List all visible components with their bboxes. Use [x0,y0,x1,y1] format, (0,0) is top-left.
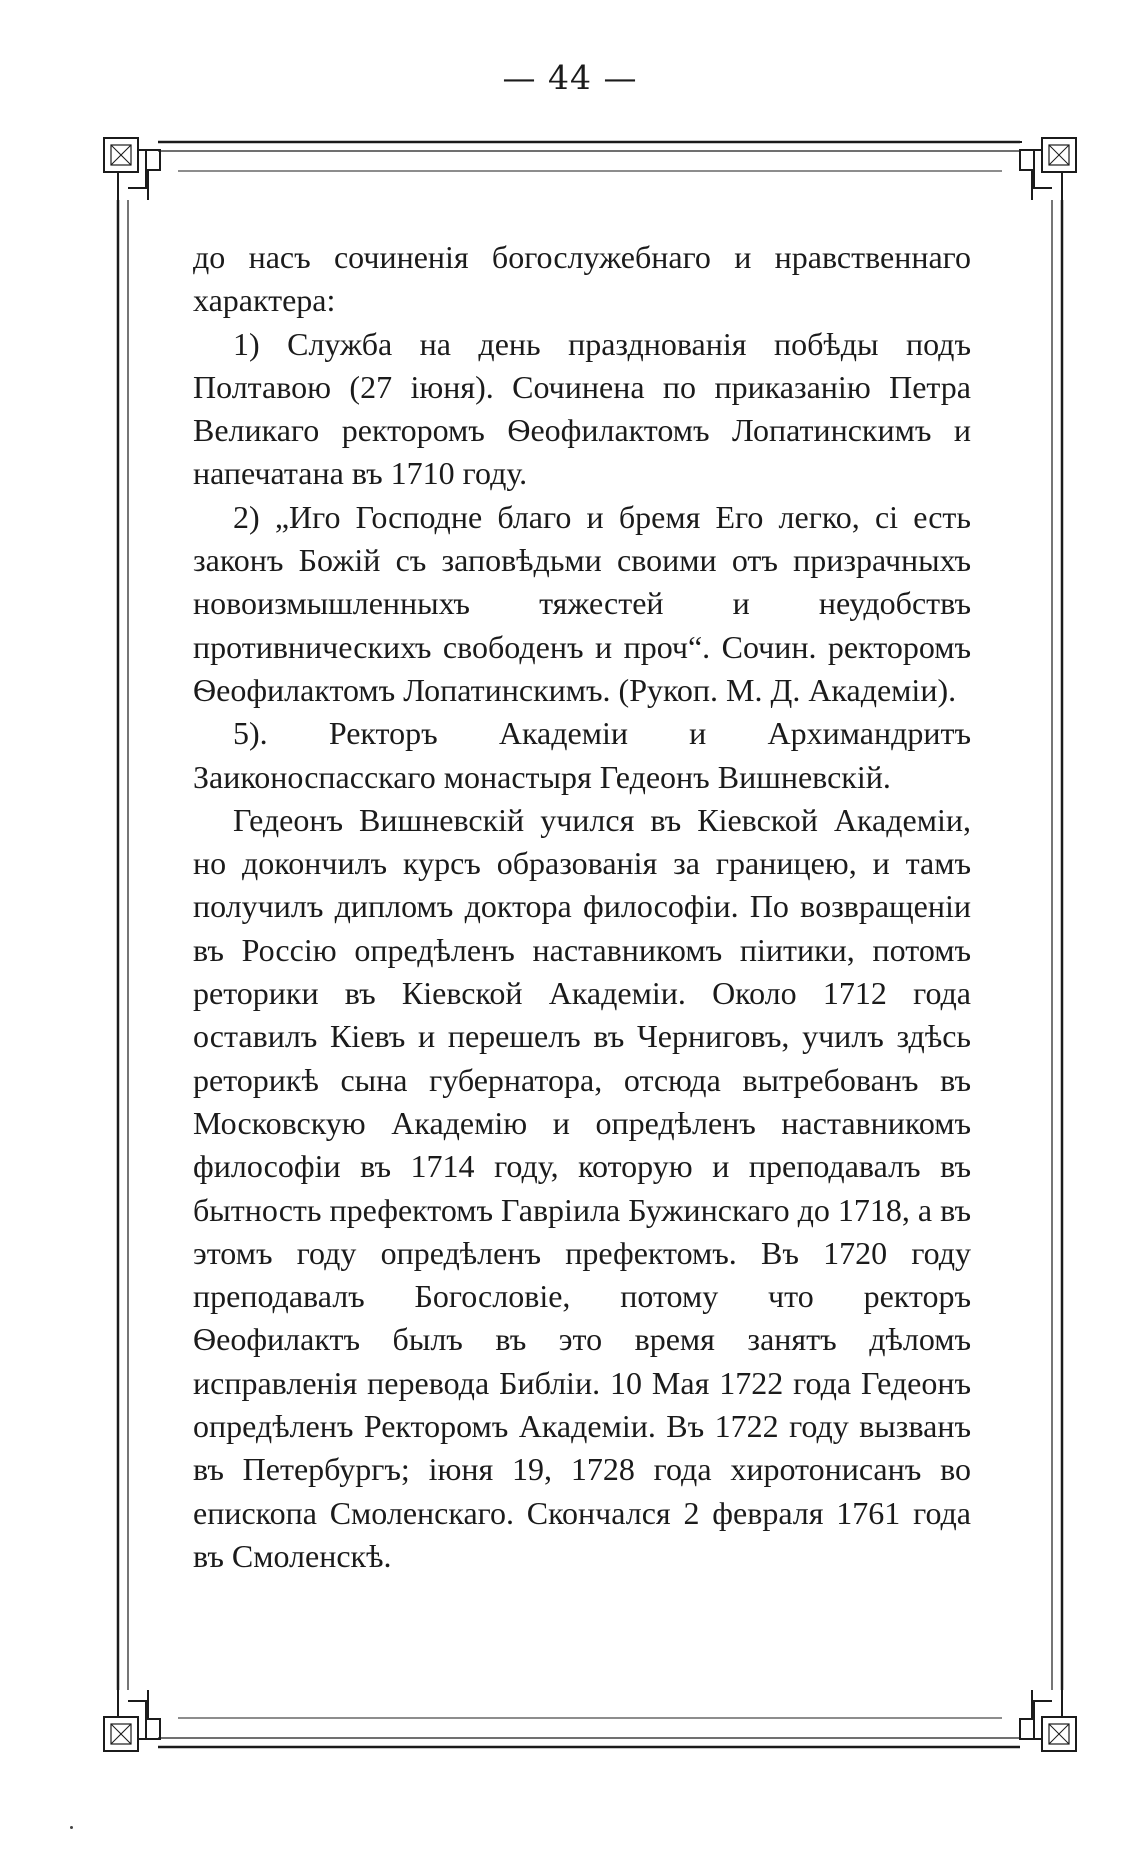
corner-ornament-top-left [104,138,170,200]
paragraph-continuation: до насъ сочиненія богослужебнаго и нравственнаго характера: [193,239,971,319]
paper-speck [70,1826,73,1829]
body-text [193,236,971,1578]
paragraph-item-2: 2) „Иго Господне благо и бремя Его легко, сі есть законъ Божій съ заповѣдьми своими отъ призрачныхъ новоизмышленныхъ тяжестей и неудобствъ противническихъ свободенъ и проч“. Сочин. ректоромъ Ѳеофилактомъ Лопатинскимъ. (Рукоп. М. Д. Академіи). [193,498,971,708]
corner-ornament-bottom-left [104,1690,160,1751]
page-number: — 44 — [502,58,638,97]
paragraph-biography: Гедеонъ Вишневскій учился въ Кіевской Академіи, но докончилъ курсъ образованія за границею, и тамъ получилъ дипломъ доктора философіи. По возвращеніи въ Россію опредѣленъ наставникомъ піитики, потомъ реторики въ Кіевской Академіи. Около 1712 года оставилъ Кіевъ и перешелъ въ Черниговъ, училъ здѣсь реторикѣ сына губернатора, отсюда вытребованъ въ Московскую Академію и опредѣленъ наставникомъ философіи въ 1714 году, которую и преподавалъ въ бытность префектомъ Гавріила Бужинскаго до 1718, а въ этомъ году опредѣленъ префектомъ. Въ 1720 году преподавалъ Богословіе, потому что ректоръ Ѳеофилактъ былъ въ это время занятъ дѣломъ исправленія перевода Библіи. 10 Мая 1722 года Гедеонъ опредѣленъ Ректоромъ Академіи. Въ 1722 году вызванъ въ Петербургъ; іюня 19, 1728 года хиротонисанъ во епископа Смоленскаго. Скончался 2 февраля 1761 года въ Смоленскѣ. [193,801,971,1574]
paragraph-item-1: 1) Служба на день празднованія побѣды подъ Полтавою (27 іюня). Сочинена по приказанію Петра Великаго ректоромъ Ѳеофилактомъ Лопатинскимъ и напечатана въ 1710 году. [193,325,971,492]
corner-ornament-top-right [1010,138,1076,200]
paragraph-item-5: 5). Ректоръ Академіи и Архимандритъ Заиконоспасскаго монастыря Гедеонъ Вишневскій. [193,715,971,795]
corner-ornament-bottom-right [1020,1690,1076,1751]
